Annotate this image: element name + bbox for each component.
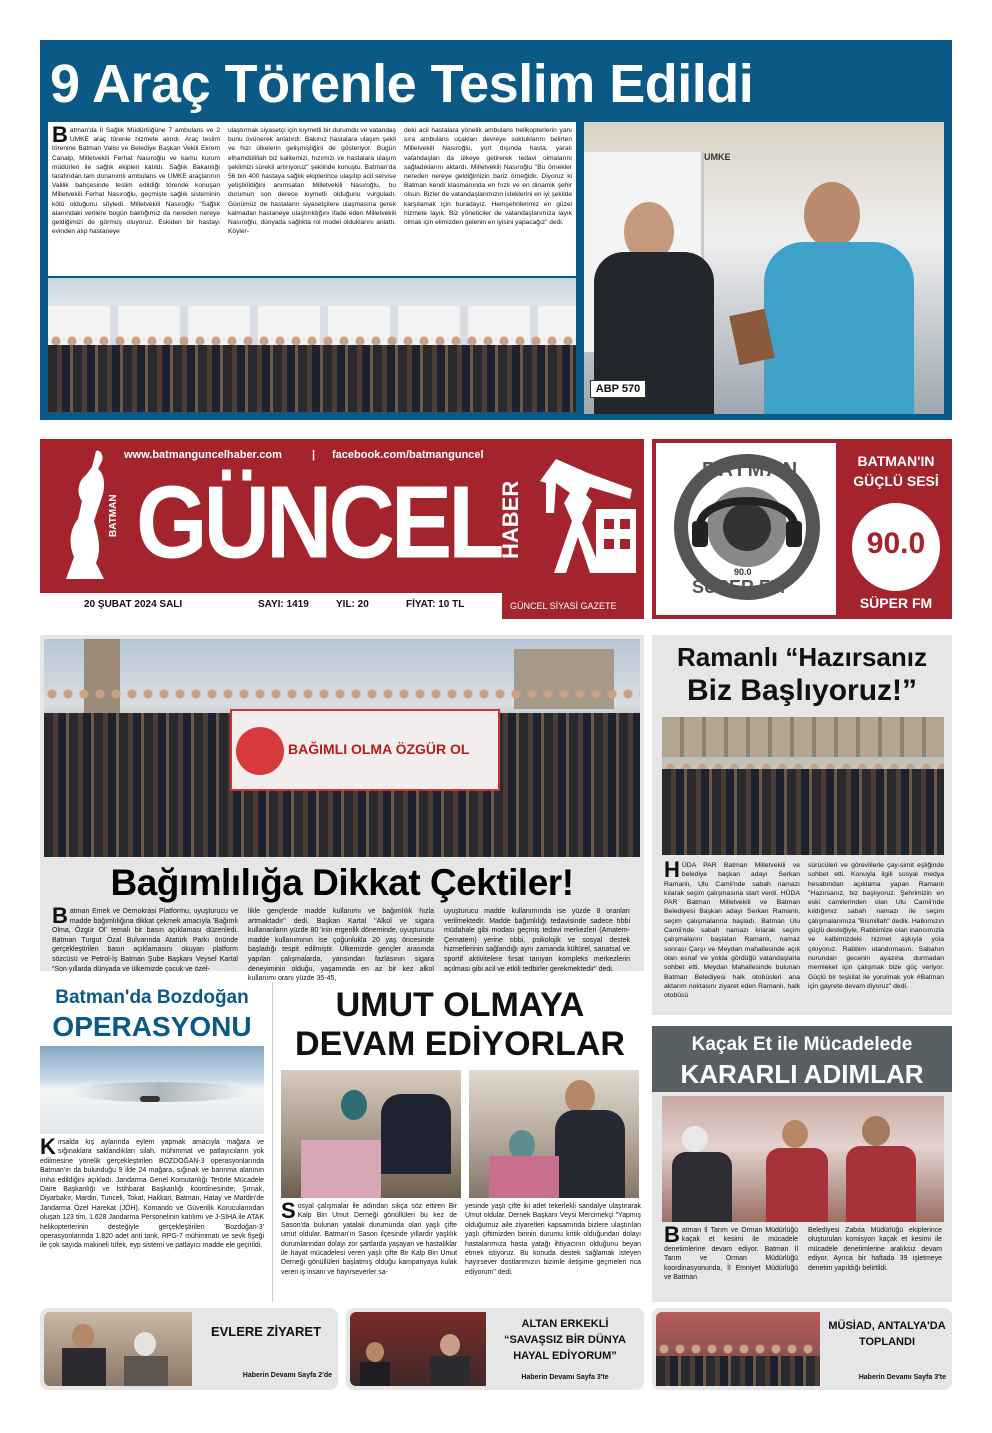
banner-text: BAĞIMLI OLMA ÖZGÜR OL [288,741,470,757]
kacak-story [652,1026,952,1302]
addiction-col-2: likle gençlerde madde kullanımı ve bağımlılık hızla artmaktadır" dedi. Başkan Kartal "Alkol ve sigara kullananların yüzde 80 'inin ergenlik döneminde, uyuşturucu madde kullanımının ise çoğunlukla 20 yaş öncesinde başladığı tespit edilmiştir. Ülkemizde gençler arasında yapılan çalışmalarda, yarısından fazlasının sigara deneyiminin olduğu, yaşamında en az bir kez alkol kullanımı oranı yüzde 35-45, [248,908,434,983]
radio-arc-top: BATMAN [702,459,800,481]
issue-number: SAYI: 1419 [258,599,309,610]
ramanli-col-2: sürücüleri ve görevlilerle çay-simit eşliğinde sohbet etti. Konuyla ilgili sosyal medya hesabından açıklama yapan Ramanlı "Hazırsanız, biz başlıyoruz. Şehrimizin en eski camilerinden olan Ulu Camii'nde kıldığımız sabah namazı ile seçim çalışmalarımıza "Bismillah" dedik. Halkımızın güçlü desteğiyle, Rabbimize olan inancımızla ve kalbimizdeki hizmet aşkıyla yola çıkıyoruz. Rabbim utandırmasın. Sabahın nurundan gecenin ayazına durmadan memleket için çalışmak bize güç veriyor. Güçlü bir teşkilat ile yorulmak yok #Batman için gayrete devam diyoruz" dedi. [808,862,944,990]
masthead-batman: BATMAN [108,494,119,537]
kacak-col-2: Belediyesi Zabıta Müdürlüğü ekiplerince oluşturulan komisyon kaçak et kesimi ile mücadele denetimlerine aralıksız devam ediyor. Ayrıca bir haftada 39 işletmeye denetim yapıldığı belirtildi. [808,1227,942,1272]
teaser-3-photo [656,1312,820,1386]
kacak-headline-2: KARARLI ADIMLAR [680,1059,924,1089]
umut-col-2: yesinde yaşlı çifte iki adet tekerlekli sandalye ulaştırarak Umut oldular. Dernek Başkanı Veysi Mercimekçi "Yapmış olduğumuz aile ziyaretleri kapsamında bizlere ulaştırılan yaşlı çiftimizden birinin durumu kritik olduğundan dolayı hastalarımıza hasta yatağı ihtiyacının olduğunu beyan etmek istiyoruz. Bu konuda destek sağlamak isteyen hayırsever dostlarımızın bizimle iletişime geçmeleri rica ediyorum" dedi. [465,1203,641,1276]
umut-photo-1 [281,1070,461,1198]
masthead-haber: HABER [498,480,523,559]
top-group-photo [48,278,576,412]
ramanli-story [652,635,952,1015]
ramanli-photo [662,717,944,855]
plate-number: ABP 570 [590,380,646,398]
masthead-separator: | [312,449,316,461]
addiction-headline: Bağımlılığa Dikkat Çektiler! [110,862,574,903]
radio-name: SÜPER FM [859,595,933,611]
bozdogan-story [40,982,264,1302]
teaser-1-title: EVLERE ZİYARET [210,1324,322,1339]
addiction-banner [230,709,500,791]
teaser-2[interactable] [346,1308,644,1390]
top-col-2: ulaştırmak siyasetçi için kıymetli bir durumdu ve vatandaş bunu övünerek anlatırdı. Bakınız hastalara ulaşım şekli ve hızı ülkelerin gelişmişliğini de gösteriyor. Bugün elhamdülillah biz kalitemizi, hızımızı ve hastalara ulaşım şeklimizi sürekli artırıyoruz" şeklinde konuştu. Batman'da 56 bin 400 hastaya sağlık ekiplerince ulaşılıp acil servise yetiştirildiğini anımsatan Milletvekili Nasıroğlu, bu durumun son derece kıymetli olduğunu vurguladı. Günümüz de hastaların siyasetçilere ulaşmasına gerek kalmadan hastaneye ulaştırıldığını ifade eden Milletvekili Nasıroğlu, dünyada sağlıkta rol model olduklarını anlattı. Köyler- [228,127,396,236]
ramanli-headline-2: Biz Başlıyoruz!” [686,674,918,707]
teaser-2-title: ALTAN ERKEKLİ “SAVAŞSIZ BİR DÜNYA HAYAL EDİYORUM” [503,1318,627,1362]
oil-pump-logo [532,453,640,583]
issue-date: 20 ŞUBAT 2024 SALI [84,599,183,610]
kacak-headline-1: Kaçak Et ile Mücadelede [691,1034,913,1055]
umut-story [272,982,646,1302]
top-handshake-photo [584,122,944,414]
addiction-col-3: uyuşturucu madde kullanımında ise yüzde 8 oranları verilmektedir. Madde bağımlılığı tedavisinde sadece tıbbi müdahale gibi modası geçmiş tedavi merkezleri (Amatem-Çematem) yerine tıbbi, psikolojik ve sosyal destek hizmetlerinin sağlandığı aynı zamanda kültürel, sanatsal ve sportif aktivitelere fırsat tanıyan kompleks merkezlerin açılması gibi acil ve etkili tedbirler gerekmektedir" dedi. [444,908,630,973]
umut-photo-2 [469,1070,639,1198]
bozdogan-body: Kırsalda kış aylarında eylem yapmak amacıyla mağara ve sığınaklara saklandıkları silah, mühimmat ve patlayıcıların yok edilmesine yönelik gerçekleştirilen BOZDOĞAN-3 operasyonlarında Batman'ın da bulunduğu 9 ilde 24 mağara, sığınak ve barınma alanının imha edildiğini açıkladı. Jandarma Genel Komutanlığı Terörle Mücadele Daire Başkanlığı ve İstihbarat Başkanlığı koordinesinde; Şırnak, Diyarbakır, Mardin, Tunceli, Tokat, Hakkari, Batman, Hatay ve Mardin'de Jandarma Özel Harekat (JÖH), Komando ve Güvenlik Korucularından oluşan 123 tim, 1.628 Jandarma Personelinin katılımı ve J-SİHA ile ATAK helikopterlerinin desteğiyle gerçekleştirilen 'Bozdoğan-3' operasyonlarında 1.820 adet anti tank, RPG-7 mühimmatı ve sevk fişeği ile çok sayıda makineli tüfek, eyp sistemi ve patlayıcı madde ele geçirildi. [40,1134,264,1250]
bozdogan-headline-1: Batman'da Bozdoğan [55,987,249,1008]
radio-freq: 90.0 [866,527,926,560]
radio-arc-bottom: SÜPER FM [692,577,786,597]
radio-ad [652,439,952,619]
issue-year: YIL: 20 [336,599,369,610]
ramanli-headline-1: Ramanlı “Hazırsanız [677,642,927,672]
addiction-col-1: Batman Emek ve Demokrasi Platformu, uyuşturucu ve madde bağımlılığına dikkat çekmek amacıyla 'Bağımlı Olma, Özgür Ol' temalı bir basın açıklaması düzenledi. Batman Turgut Özal Bulvarında Atatürk Parkı önünde gerçekleştirilen basın açıklamasını okuyan platform sözcüsü ve Petrol-İş Batman Şube Başkanı Veysel Kartal "Son yıllarda dünyada ve ülkemizde çocuk ve özel- [52,903,238,973]
radio-line-2: GÜÇLÜ SESİ [853,473,939,489]
masthead-title: GÜNCEL [136,465,501,581]
teaser-2-photo [350,1312,486,1386]
teaser-3-ref: Haberin Devamı Sayfa 3'te [858,1374,946,1381]
addiction-story [40,635,644,983]
radio-line-1: BATMAN'IN [857,453,935,469]
kacak-photo [662,1096,944,1222]
facebook-address[interactable]: facebook.com/batmanguncel [332,449,484,461]
top-headline: 9 Araç Törenle Teslim Edildi [50,54,754,114]
masthead-tagline: GÜNCEL SİYASİ GAZETE [510,601,617,611]
top-story [40,40,952,420]
teaser-2-ref: Haberin Devamı Sayfa 3'te [521,1374,609,1381]
teaser-1-ref: Haberin Devamı Sayfa 2'de [242,1372,332,1379]
teaser-1-photo [44,1312,192,1386]
helicopter-icon [140,1096,160,1102]
kacak-col-1: Batman İl Tarım ve Orman Müdürlüğü kaçak et kesimi ile mücadele denetimlerine devam ediyor. Batman İl Tarım ve Orman Müdürlüğü koordinasyonunda, İl Emniyet Müdürlüğü ve Batman [664,1222,798,1282]
teaser-3-title: MÜSİAD, ANTALYA'DA TOPLANDI [828,1320,946,1348]
umke-label: UMKE [704,152,731,162]
teaser-3[interactable] [652,1308,952,1390]
web-address[interactable]: www.batmanguncelhaber.com [124,449,282,461]
teaser-1[interactable] [40,1308,338,1390]
bozdogan-headline-2: OPERASYONU [52,1011,252,1042]
ramanli-col-1: HÜDA PAR Batman Milletvekili ve belediye başkan adayı Serkan Ramanlı, Ulu Camii'nde sabah namazı kılarak seçim çalışmasına start verdi. HÜDA PAR Batman Milletvekili ve Batman Belediyesi Başkan adayı Serkan Ramanlı, seçim çalışmalarına başladı. Batman Ulu Camii'nde sabah namazı kılarak seçim çalışmalarını başlatan Ramanlı, namaz sonrası Çarşı ve Meydan mahallesinde açık olan esnaf ve yolda gördüğü vatandaşlarla sohbet etti. Meydan Mahallesinde bulunan Batman Belediyesi halk otobüsleri ana aktarım noktasını ziyaret eden Ramanlı, halk otobüsü [664,857,800,1000]
addiction-photo [44,639,640,857]
top-col-1: Batman'da İl Sağlık Müdürlüğüne 7 ambulans ve 2 UMKE araç törenle hizmete alındı. Araç teslim törenine Batman Valisi ve Belediye Başkan Vekili Ekrem Canalp, Milletvekili Ferhat Nasıroğlu ve kamu kurum müdürleri ile sağlık ekipleri katıldı. Sağlık Bakanlığı tarafından tam donanımlı ambulans ve UMKE araçlarının Valilik bahçesinde teslim edildiği törende konuşan Milletvekili Ferhat Nasıroğlu, geçmişte sağlık sisteminin kötü olduğunu söyledi. Milletvekili Nasıroğlu "Sağlık alanındaki verilere bugün baktığımız da nereden nereye geldiğimizi de görmüş oluyoruz. Eskiden bir hastayı evinden alıp hastaneye [52,122,220,236]
issue-price: FİYAT: 10 TL [406,599,465,610]
umut-headline-1: UMUT OLMAYA [335,986,585,1024]
umut-col-1: Sosyal çalışmalar ile adından sıkça söz ettiren Bir Kalp Bin Umut Derneği gönüllüleri bu kez de Sason'da bulunan yatalak durumunda olan yaşlı çifte umut oldular. Batman'ın Sason ilçesinde yıllardır yaşlılık durumlarından dolayı zor şartlarda yaşayan ve hastalıklar ile hayat mücadelesi veren yaşlı çifte Bir Kalp Bin Umut Derneği gönüllüleri başlatmış olduğu kampanyaya kulak veren iş insanı ve hayırseverler sa- [281,1198,457,1276]
bozdogan-photo [40,1046,264,1134]
masthead [40,439,644,619]
radio-small-freq: 90.0 [734,567,752,577]
umut-headline-2: DEVAM EDİYORLAR [295,1025,625,1063]
top-col-3: deki acil hastalara yönelik ambulans helikopterlerin yanı sıra ambulans uçakları devreye soktuklarını belirten Milletvekili Nasıroğlu, yurt dışında hasta, yaralı vatandaşları da ülkeye getirerek tedavi olmalarını sağladıklarını aktardı. Milletvekili Nasıroğlu "Bu örnekler nereden nereye geldiğimizin bariz örneğidir. Diyoruz ki Batman kendi klasmanında en hızlı ve en dinamik şehir olsun. Bizler de vatandaşlarımızın isteklerini en iyi şekilde karşılamak için buradayız. Hemşehrilerimiz en güzel hizmete layık. Biz yöneticiler de vatandaşlarımıza layık olmak için elimizden gelenin en iyisini yapacağız" dedi. [404,127,572,227]
